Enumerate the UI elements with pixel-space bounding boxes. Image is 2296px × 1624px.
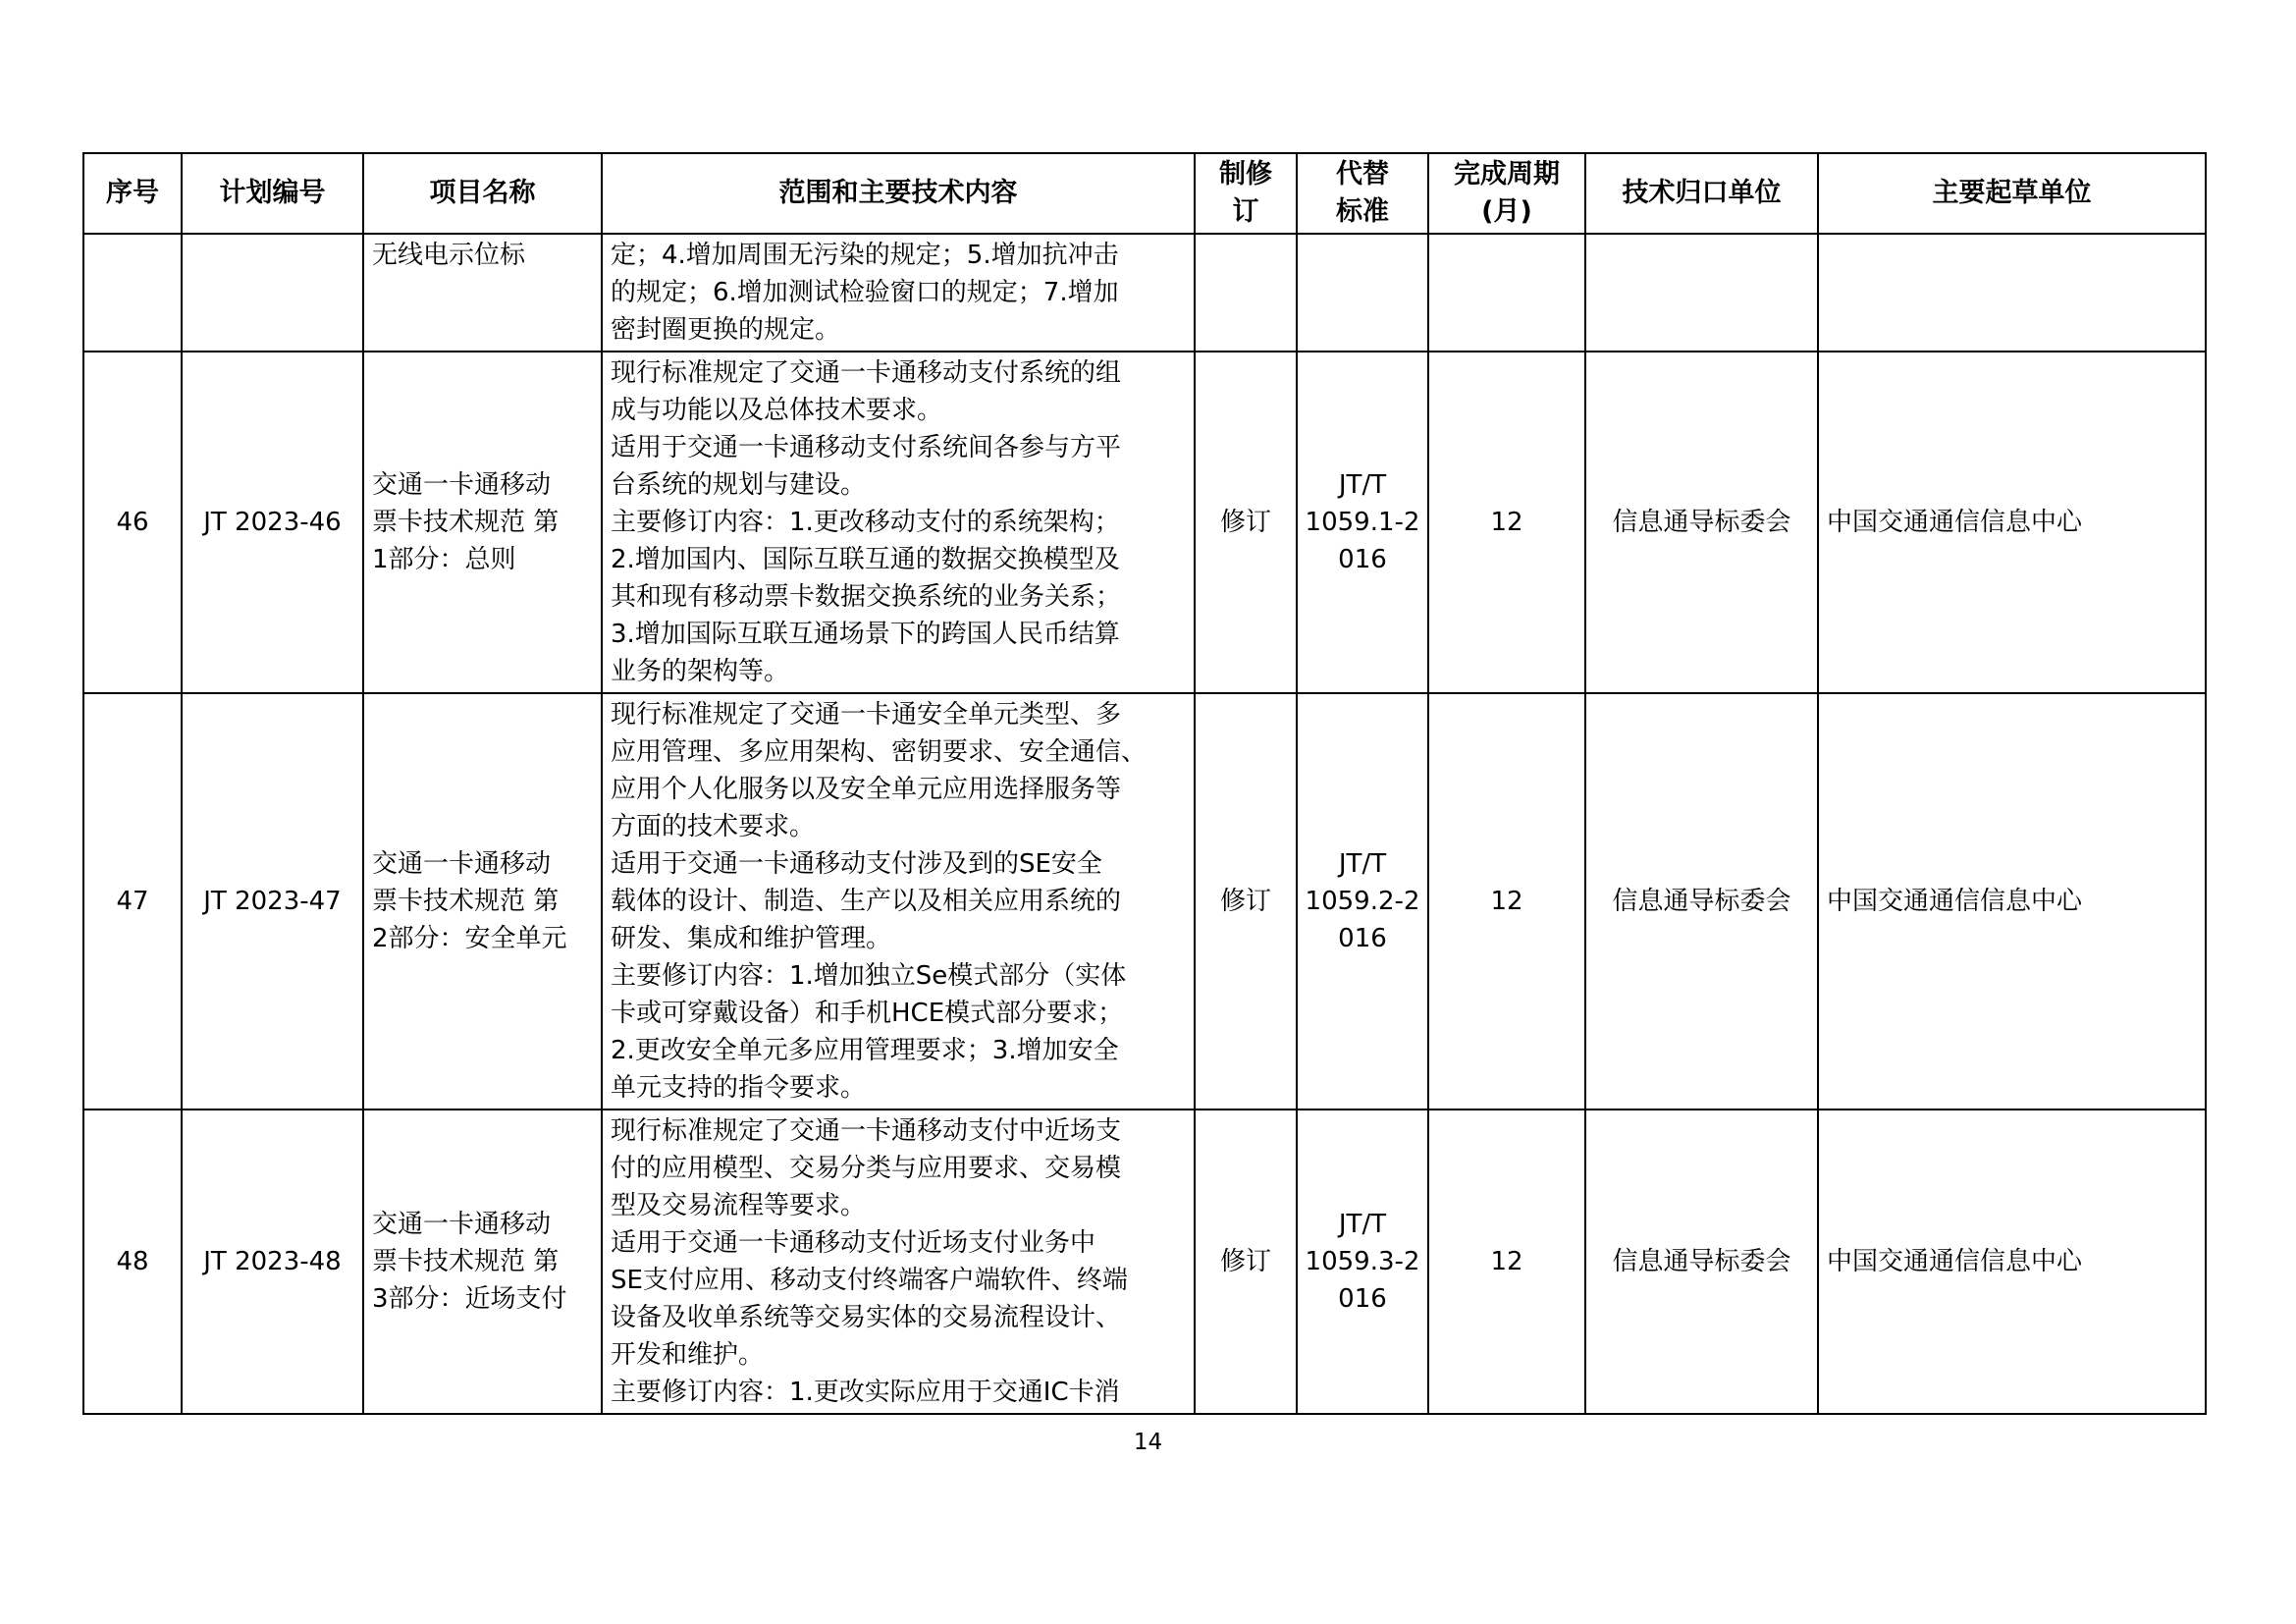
header-replaced-standard: 代替 标准 <box>1297 153 1428 234</box>
cell-tech-unit: 信息通导标委会 <box>1585 352 1818 693</box>
cell-revision-type <box>1195 234 1297 352</box>
cell-revision-type: 修订 <box>1195 1110 1297 1414</box>
header-plan-no: 计划编号 <box>182 153 363 234</box>
header-drafting-unit: 主要起草单位 <box>1818 153 2206 234</box>
cell-revision-type: 修订 <box>1195 693 1297 1110</box>
header-revision-type: 制修 订 <box>1195 153 1297 234</box>
cell-drafting-unit: 中国交通通信信息中心 <box>1818 352 2206 693</box>
cell-plan-no: JT 2023-46 <box>182 352 363 693</box>
cell-scope: 现行标准规定了交通一卡通安全单元类型、多 应用管理、多应用架构、密钥要求、安全通信、 应用个人化服务以及安全单元应用选择服务等 方面的技术要求。 适用于交通一卡通移动支付涉及到的SE安全 载体的设计、制造、生产以及相关应用系统的 研发、集成和维护管理。 主要修订内容：1.增加独立Se模式部分（实体 卡或可穿戴设备）和手机HCE模式部分要求； 2.更改安全单元多应用管理要求；3.增加安全 单元支持的指令要求。 <box>602 693 1195 1110</box>
cell-project-name: 交通一卡通移动 票卡技术规范 第 3部分：近场支付 <box>363 1110 602 1414</box>
cell-tech-unit: 信息通导标委会 <box>1585 1110 1818 1414</box>
cell-period: 12 <box>1428 352 1585 693</box>
cell-scope: 现行标准规定了交通一卡通移动支付中近场支 付的应用模型、交易分类与应用要求、交易模 型及交易流程等要求。 适用于交通一卡通移动支付近场支付业务中 SE支付应用、移动支付终端客户端软件、终端 设备及收单系统等交易实体的交易流程设计、 开发和维护。 主要修订内容：1.更改实际应用于交通IC卡消 <box>602 1110 1195 1414</box>
header-tech-unit: 技术归口单位 <box>1585 153 1818 234</box>
cell-replaced-standard: JT/T 1059.1-2 016 <box>1297 352 1428 693</box>
header-project-name: 项目名称 <box>363 153 602 234</box>
table-header-row <box>83 153 2206 234</box>
cell-replaced-standard: JT/T 1059.3-2 016 <box>1297 1110 1428 1414</box>
cell-seq <box>83 234 182 352</box>
cell-plan-no: JT 2023-47 <box>182 693 363 1110</box>
header-period: 完成周期 (月) <box>1428 153 1585 234</box>
cell-period: 12 <box>1428 1110 1585 1414</box>
cell-drafting-unit: 中国交通通信信息中心 <box>1818 693 2206 1110</box>
table-row <box>83 693 2206 1110</box>
cell-seq: 48 <box>83 1110 182 1414</box>
standards-plan-table <box>82 152 2207 1415</box>
cell-revision-type: 修订 <box>1195 352 1297 693</box>
header-seq: 序号 <box>83 153 182 234</box>
cell-period <box>1428 234 1585 352</box>
cell-tech-unit: 信息通导标委会 <box>1585 693 1818 1110</box>
cell-project-name: 无线电示位标 <box>363 234 602 352</box>
cell-plan-no <box>182 234 363 352</box>
cell-seq: 46 <box>83 352 182 693</box>
cell-tech-unit <box>1585 234 1818 352</box>
table-row-continuation <box>83 234 2206 352</box>
cell-scope: 定；4.增加周围无污染的规定；5.增加抗冲击 的规定；6.增加测试检验窗口的规定；7.增加 密封圈更换的规定。 <box>602 234 1195 352</box>
cell-drafting-unit <box>1818 234 2206 352</box>
cell-replaced-standard: JT/T 1059.2-2 016 <box>1297 693 1428 1110</box>
table-row <box>83 352 2206 693</box>
cell-period: 12 <box>1428 693 1585 1110</box>
cell-project-name: 交通一卡通移动 票卡技术规范 第 1部分：总则 <box>363 352 602 693</box>
cell-plan-no: JT 2023-48 <box>182 1110 363 1414</box>
cell-replaced-standard <box>1297 234 1428 352</box>
page-number: 14 <box>1133 1430 1163 1455</box>
standards-plan-table-container <box>82 152 2205 1415</box>
header-scope: 范围和主要技术内容 <box>602 153 1195 234</box>
cell-seq: 47 <box>83 693 182 1110</box>
cell-scope: 现行标准规定了交通一卡通移动支付系统的组 成与功能以及总体技术要求。 适用于交通一卡通移动支付系统间各参与方平 台系统的规划与建设。 主要修订内容：1.更改移动支付的系统架构； 2.增加国内、国际互联互通的数据交换模型及 其和现有移动票卡数据交换系统的业务关系； 3.增加国际互联互通场景下的跨国人民币结算 业务的架构等。 <box>602 352 1195 693</box>
table-row <box>83 1110 2206 1414</box>
cell-project-name: 交通一卡通移动 票卡技术规范 第 2部分：安全单元 <box>363 693 602 1110</box>
cell-drafting-unit: 中国交通通信信息中心 <box>1818 1110 2206 1414</box>
